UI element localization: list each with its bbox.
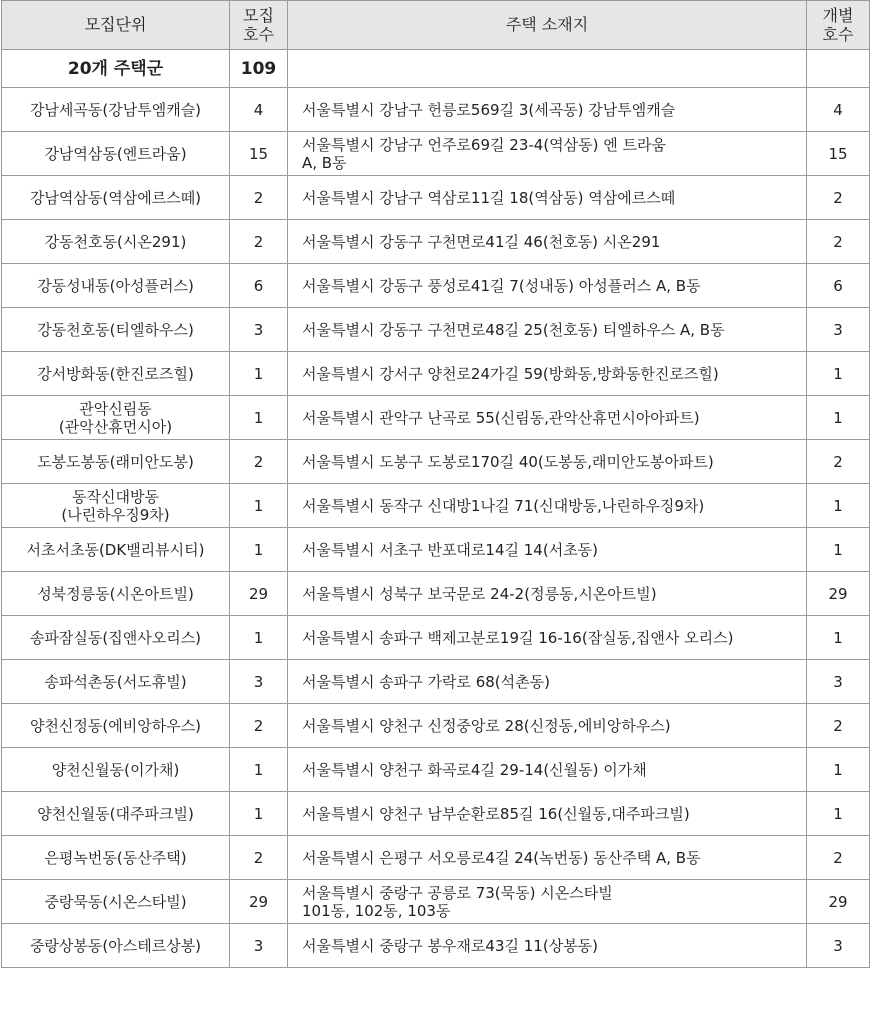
address-cell: 서울특별시 은평구 서오릉로4길 24(녹번동) 동산주택 A, B동 — [288, 836, 807, 880]
header-row — [2, 1, 870, 50]
individual-cell: 1 — [807, 792, 870, 836]
individual-cell: 2 — [807, 176, 870, 220]
unit-cell: 강남세곡동(강남투엠캐슬) — [2, 88, 230, 132]
unit-cell: 강동성내동(아성플러스) — [2, 264, 230, 308]
households-cell: 1 — [230, 352, 288, 396]
header-individual: 개별 호수 — [807, 1, 870, 50]
address-cell: 서울특별시 강남구 헌릉로569길 3(세곡동) 강남투엠캐슬 — [288, 88, 807, 132]
header-address: 주택 소재지 — [288, 1, 807, 50]
unit-cell: 양천신정동(에비앙하우스) — [2, 704, 230, 748]
unit-cell: 중랑묵동(시온스타빌) — [2, 880, 230, 924]
unit-cell: 양천신월동(이가채) — [2, 748, 230, 792]
table-row — [2, 704, 870, 748]
households-cell: 15 — [230, 132, 288, 176]
individual-cell: 2 — [807, 704, 870, 748]
households-cell: 1 — [230, 528, 288, 572]
unit-cell: 송파잠실동(집앤사오리스) — [2, 616, 230, 660]
individual-cell: 2 — [807, 836, 870, 880]
header-unit: 모집단위 — [2, 1, 230, 50]
households-cell: 1 — [230, 792, 288, 836]
address-cell: 서울특별시 강동구 풍성로41길 7(성내동) 아성플러스 A, B동 — [288, 264, 807, 308]
households-cell: 2 — [230, 836, 288, 880]
table-row — [2, 396, 870, 440]
individual-cell: 3 — [807, 924, 870, 968]
individual-cell: 3 — [807, 308, 870, 352]
households-cell: 3 — [230, 924, 288, 968]
households-cell: 2 — [230, 704, 288, 748]
households-cell: 29 — [230, 880, 288, 924]
unit-cell: 성북정릉동(시온아트빌) — [2, 572, 230, 616]
households-cell: 3 — [230, 660, 288, 704]
individual-cell: 1 — [807, 748, 870, 792]
table-row — [2, 616, 870, 660]
households-cell: 2 — [230, 176, 288, 220]
header-households: 모집 호수 — [230, 1, 288, 50]
households-cell: 2 — [230, 440, 288, 484]
households-cell: 29 — [230, 572, 288, 616]
address-cell: 서울특별시 강남구 언주로69길 23-4(역삼동) 엔 트라움 A, B동 — [288, 132, 807, 176]
summary-unit: 20개 주택군 — [2, 50, 230, 88]
unit-cell: 강남역삼동(엔트라움) — [2, 132, 230, 176]
address-cell: 서울특별시 중랑구 봉우재로43길 11(상봉동) — [288, 924, 807, 968]
address-cell: 서울특별시 강동구 구천면로48길 25(천호동) 티엘하우스 A, B동 — [288, 308, 807, 352]
individual-cell: 2 — [807, 440, 870, 484]
table-row — [2, 484, 870, 528]
unit-cell: 송파석촌동(서도휴빌) — [2, 660, 230, 704]
address-cell: 서울특별시 강동구 구천면로41길 46(천호동) 시온291 — [288, 220, 807, 264]
households-cell: 2 — [230, 220, 288, 264]
individual-cell: 1 — [807, 396, 870, 440]
individual-cell: 6 — [807, 264, 870, 308]
households-cell: 1 — [230, 484, 288, 528]
unit-cell: 강남역삼동(역삼에르스떼) — [2, 176, 230, 220]
table-row — [2, 836, 870, 880]
unit-cell: 강동천호동(시온291) — [2, 220, 230, 264]
individual-cell: 1 — [807, 352, 870, 396]
unit-cell: 서초서초동(DK밸리뷰시티) — [2, 528, 230, 572]
address-cell: 서울특별시 양천구 신정중앙로 28(신정동,에비앙하우스) — [288, 704, 807, 748]
address-cell: 서울특별시 서초구 반포대로14길 14(서초동) — [288, 528, 807, 572]
households-cell: 6 — [230, 264, 288, 308]
housing-table — [1, 0, 870, 968]
individual-cell: 1 — [807, 528, 870, 572]
households-cell: 1 — [230, 748, 288, 792]
table-row — [2, 88, 870, 132]
individual-cell: 1 — [807, 616, 870, 660]
table-row — [2, 528, 870, 572]
address-cell: 서울특별시 성북구 보국문로 24-2(정릉동,시온아트빌) — [288, 572, 807, 616]
address-cell: 서울특별시 강서구 양천로24가길 59(방화동,방화동한진로즈힐) — [288, 352, 807, 396]
individual-cell: 2 — [807, 220, 870, 264]
address-cell: 서울특별시 강남구 역삼로11길 18(역삼동) 역삼에르스떼 — [288, 176, 807, 220]
table-row — [2, 748, 870, 792]
unit-cell: 관악신림동 (관악산휴먼시아) — [2, 396, 230, 440]
individual-cell: 4 — [807, 88, 870, 132]
table-row — [2, 880, 870, 924]
address-cell: 서울특별시 도봉구 도봉로170길 40(도봉동,래미안도봉아파트) — [288, 440, 807, 484]
households-cell: 3 — [230, 308, 288, 352]
table-row — [2, 132, 870, 176]
unit-cell: 양천신월동(대주파크빌) — [2, 792, 230, 836]
table-row — [2, 660, 870, 704]
unit-cell: 중랑상봉동(아스테르상봉) — [2, 924, 230, 968]
unit-cell: 강서방화동(한진로즈힐) — [2, 352, 230, 396]
summary-address — [288, 50, 807, 88]
individual-cell: 1 — [807, 484, 870, 528]
summary-individual — [807, 50, 870, 88]
households-cell: 4 — [230, 88, 288, 132]
table-row — [2, 308, 870, 352]
households-cell: 1 — [230, 396, 288, 440]
table-row — [2, 792, 870, 836]
address-cell: 서울특별시 관악구 난곡로 55(신림동,관악산휴먼시아아파트) — [288, 396, 807, 440]
individual-cell: 3 — [807, 660, 870, 704]
individual-cell: 15 — [807, 132, 870, 176]
summary-households: 109 — [230, 50, 288, 88]
table-row — [2, 352, 870, 396]
address-cell: 서울특별시 중랑구 공릉로 73(묵동) 시온스타빌 101동, 102동, 103동 — [288, 880, 807, 924]
address-cell: 서울특별시 송파구 가락로 68(석촌동) — [288, 660, 807, 704]
individual-cell: 29 — [807, 572, 870, 616]
summary-row — [2, 50, 870, 88]
address-cell: 서울특별시 송파구 백제고분로19길 16-16(잠실동,집앤사 오리스) — [288, 616, 807, 660]
address-cell: 서울특별시 양천구 남부순환로85길 16(신월동,대주파크빌) — [288, 792, 807, 836]
table-row — [2, 220, 870, 264]
unit-cell: 강동천호동(티엘하우스) — [2, 308, 230, 352]
table-row — [2, 924, 870, 968]
table-row — [2, 176, 870, 220]
unit-cell: 동작신대방동 (나린하우징9차) — [2, 484, 230, 528]
table-row — [2, 264, 870, 308]
households-cell: 1 — [230, 616, 288, 660]
table-row — [2, 440, 870, 484]
address-cell: 서울특별시 양천구 화곡로4길 29-14(신월동) 이가채 — [288, 748, 807, 792]
address-cell: 서울특별시 동작구 신대방1나길 71(신대방동,나린하우징9차) — [288, 484, 807, 528]
unit-cell: 은평녹번동(동산주택) — [2, 836, 230, 880]
table-row — [2, 572, 870, 616]
individual-cell: 29 — [807, 880, 870, 924]
unit-cell: 도봉도봉동(래미안도봉) — [2, 440, 230, 484]
